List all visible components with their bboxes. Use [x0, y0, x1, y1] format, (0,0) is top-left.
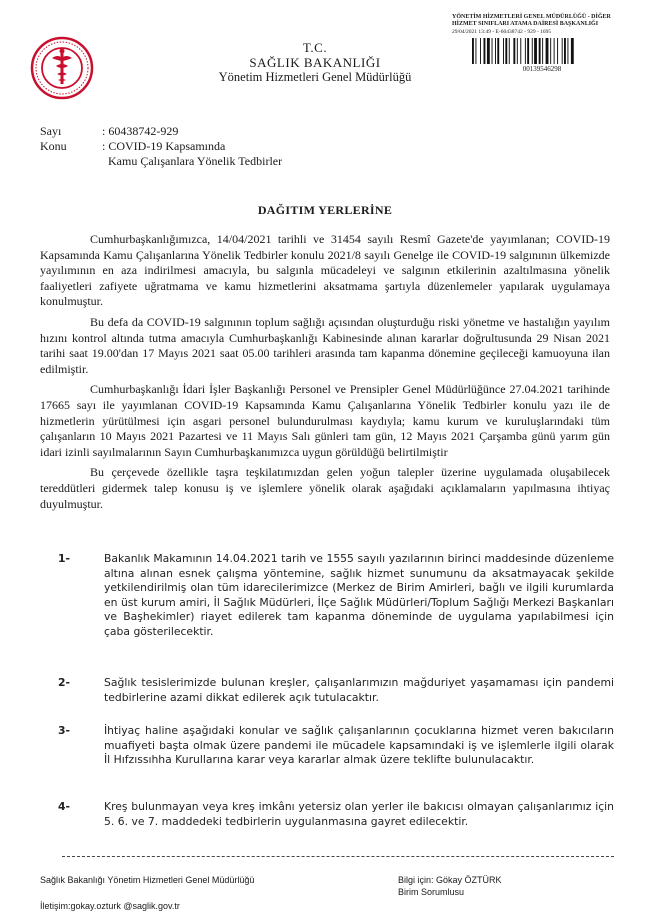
list-item-number: 4- — [58, 800, 70, 813]
list-item — [58, 724, 614, 768]
sayi-label: Sayı — [40, 124, 62, 138]
list-item-text: Kreş bulunmayan veya kreş imkânı yetersiz olan yerler ile bakıcısı olmayan çalışanlarımız için 5. 6. ve 7. maddedeki tedbirlerin uygulanmasına gayret edilecektir. — [104, 800, 614, 828]
paragraph: Cumhurbaşkanlığı İdari İşler Başkanlığı Personel ve Prensipler Genel Müdürlüğünce 27.04.2021 tarihinde 17665 sayı ile yayımlanan COVID-19 Kapsamında Kamu Çalışanlarına Yönelik Tedbirler konulu yazı ile de hizmetlerin yürütülmesi için asgari personel bulundurulması kaydıyla; kamu kurum ve kuruluşlarındaki tüm çalışanların 10 Mayıs 2021 Pazartesi ve 11 Mayıs Salı günleri tam gün, 12 Mayıs 2021 Çarşamba günü yarım gün idari izinli sayılmalarının Sayın Cumhurbaşkanımızca uygun görüldüğü belirtilmiştir — [40, 382, 610, 459]
konu-label: Konu — [40, 139, 67, 153]
paragraph: Bu defa da COVID-19 salgınının toplum sağlığı açısından oluşturduğu riski yönetme ve hastalığın yayılım hızını kontrol altında tutma amacıyla Cumhurbaşkanlığı Kabinesinde alınan kararlar doğrultusunda 29 Nisan 2021 tarihi saat 19.00'dan 17 Mayıs 2021 saat 05.00 tarihleri arasında tam kapanma dönemine geçileceği kamuoyuna ilan edilmiştir. — [40, 314, 610, 376]
list-item-text: Sağlık tesislerimizde bulunan kreşler, çalışanlarımızın mağduriyet yaşamaması için pandemi tedbirlerine azami dikkat edilerek açık tutulacaktır. — [104, 676, 614, 704]
konu-value-continued: Kamu Çalışanlara Yönelik Tedbirler — [108, 154, 283, 168]
list-item-number: 1- — [58, 552, 70, 565]
footer-organization: Sağlık Bakanlığı Yönetim Hizmetleri Genel Müdürlüğü — [40, 875, 255, 885]
paragraph: Cumhurbaşkanlığımızca, 14/04/2021 tarihli ve 31454 sayılı Resmî Gazete'de yayımlanan; COVID-19 Kapsamında Kamu Çalışanlarına Yönelik Tedbirler konulu 2021/8 sayılı Genelge ile COVID-19 salgınının ülkemizde yayılımının en aza indirilmesi amacıyla, bu salgınla mücadeleyi ve salgının etkilerinin azaltılmasına yönelik faaliyetleri zafiyete uğratmama ve kamu hizmetlerini aksatmama şartıyla düzenlemeler yapılarak uygulamaya konulmuştur. — [40, 232, 610, 309]
list-item — [58, 552, 614, 640]
list-item-number: 2- — [58, 676, 70, 689]
header-ministry: SAĞLIK BAKANLIĞI — [249, 55, 381, 70]
letter-body — [40, 232, 610, 517]
letter-header — [150, 40, 480, 85]
footer-contact-role: Birim Sorumlusu — [398, 887, 465, 897]
footer-divider — [62, 856, 614, 857]
list-item — [58, 676, 614, 705]
list-item-number: 3- — [58, 724, 70, 737]
header-tc: T.C. — [302, 40, 328, 55]
konu-value: : COVID-19 Kapsamında — [102, 139, 226, 153]
stamp-department: YÖNETİM HİZMETLERİ GENEL MÜDÜRLÜĞÜ - DİĞER HİZMET SINIFLARI ATAMA DAİRESİ BAŞKANLIĞI — [452, 14, 611, 27]
ministry-of-health-seal-icon — [30, 36, 94, 100]
list-item — [58, 800, 614, 829]
stamp-date-ref: 29/04/2021 13:49 - E-60438742 - 929 - 1695 — [452, 29, 552, 35]
barcode-icon — [470, 38, 610, 64]
footer-info — [398, 874, 502, 898]
paragraph: Bu çerçevede özellikle taşra teşkilatımızdan gelen yoğun talepler üzerine uygulamada oluşabilecek tereddütleri gidermek talep konusu iş ve işlemlere yönelik olarak aşağıdaki açıklamaların yapılmasına ihtiyaç duyulmuştur. — [40, 465, 610, 511]
footer-contact-person: Bilgi için: Gökay ÖZTÜRK — [398, 875, 502, 885]
header-department: Yönetim Hizmetleri Genel Müdürlüğü — [218, 70, 412, 84]
sayi-value: : 60438742-929 — [102, 124, 179, 138]
document-title: DAĞITIM YERLERİNE — [257, 203, 393, 217]
barcode-number: 00139546298 — [522, 65, 562, 73]
list-item-text: Bakanlık Makamının 14.04.2021 tarih ve 1555 sayılı yazılarının birinci maddesinde düzenleme altına alınan esnek çalışma yöntemine, sağlık hizmet sunumunu da aksatmayacak şekilde yetkilendirilmiş olan tüm idarecilerimizce (Merkez de Birim Amirleri, bağlı ve ilgili kurumlarda en üst kurum amiri, İl Sağlık Müdürleri, İlçe Sağlık Müdürleri/Toplum Sağlığı Merkezi Başkanları ve Başhekimler) riayet edilerek tam kapanma döneminde de uygulama yapılabilmesi için çaba gösterilecektir. — [104, 552, 614, 638]
footer-contact-email: İletişim:gokay.ozturk @saglik.gov.tr — [40, 901, 180, 911]
letter-meta — [40, 124, 282, 169]
list-item-text: İhtiyaç haline aşağıdaki konular ve sağlık çalışanlarının çocuklarına hizmet veren bakıcıların muafiyeti başta olmak üzere pandemi ile mücadele kapsamındaki iş ve işlemlerle ilgili olarak İl Hıfzıssıhha Kurullarına karar veya kararlar almak üzere teklifte bulunulacaktır. — [104, 724, 614, 767]
